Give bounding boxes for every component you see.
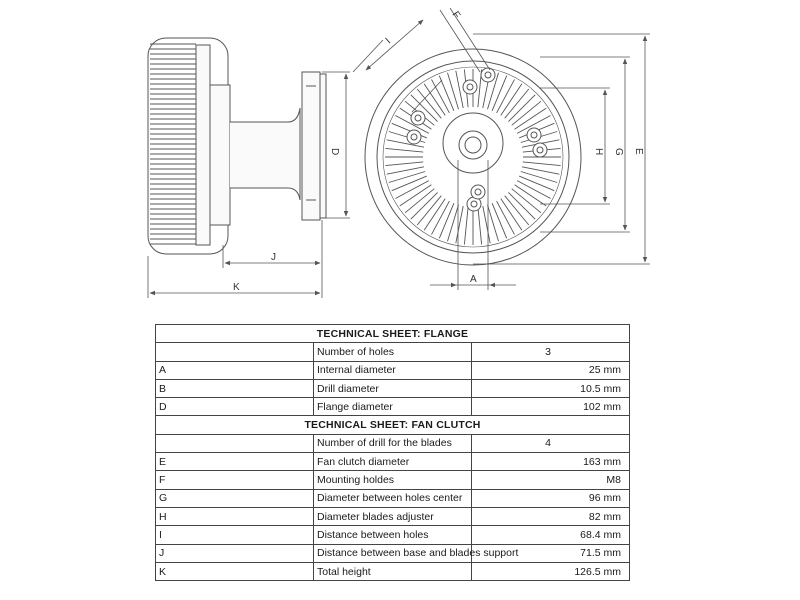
row-value: 68.4 mm	[472, 526, 630, 544]
side-inner-plate	[210, 85, 230, 225]
dim-label-j: J	[271, 252, 276, 263]
row-code: H	[156, 507, 314, 525]
table-row	[156, 434, 630, 452]
radial-fin	[508, 95, 535, 122]
row-value: 82 mm	[472, 507, 630, 525]
row-code: A	[156, 361, 314, 379]
radial-fin	[411, 192, 438, 219]
dim-label-e: E	[633, 148, 644, 155]
table-row	[156, 398, 630, 416]
bolt-hole	[527, 128, 541, 142]
bolt-hole	[533, 143, 547, 157]
row-value: 96 mm	[472, 489, 630, 507]
row-label: Distance between holes	[314, 526, 472, 544]
row-value: 3	[472, 343, 630, 361]
radial-fin	[392, 176, 427, 191]
row-code: E	[156, 453, 314, 471]
row-label: Mounting holdes	[314, 471, 472, 489]
row-label: Number of drill for the blades	[314, 434, 472, 452]
table-row	[156, 453, 630, 471]
radial-fin	[478, 207, 482, 245]
row-label: Diameter between holes center	[314, 489, 472, 507]
row-label: Diameter blades adjuster	[314, 507, 472, 525]
bolt-hole	[463, 80, 477, 94]
side-flange	[302, 72, 320, 220]
radial-fin	[523, 162, 561, 166]
table-row	[156, 361, 630, 379]
row-code: F	[156, 471, 314, 489]
row-code: K	[156, 562, 314, 580]
dim-label-d: D	[329, 148, 340, 156]
table-row	[156, 544, 630, 562]
radial-fin	[492, 203, 507, 238]
radial-fin	[439, 203, 454, 238]
side-hub-plate	[196, 45, 210, 245]
dim-label-f: F	[449, 9, 463, 21]
bolt-hole	[481, 68, 495, 82]
row-value: 102 mm	[472, 398, 630, 416]
flange-section-header	[156, 325, 630, 343]
bolt-hole	[411, 111, 425, 125]
technical-sheet-table	[155, 324, 630, 581]
section-title: TECHNICAL SHEET: FAN CLUTCH	[156, 416, 630, 434]
table-row	[156, 507, 630, 525]
table-row	[156, 471, 630, 489]
table-row	[156, 343, 630, 361]
dim-label-i: I	[383, 36, 394, 47]
row-label: Fan clutch diameter	[314, 453, 472, 471]
row-label: Drill diameter	[314, 379, 472, 397]
row-code: D	[156, 398, 314, 416]
row-code	[156, 434, 314, 452]
radial-fin	[385, 148, 423, 152]
row-value: 126.5 mm	[472, 562, 630, 580]
table-row	[156, 379, 630, 397]
row-value: 4	[472, 434, 630, 452]
row-value: 71.5 mm	[472, 544, 630, 562]
dim-label-g: G	[613, 148, 624, 156]
radial-fin	[519, 176, 554, 191]
bolt-hole	[407, 130, 421, 144]
side-shaft	[230, 108, 300, 200]
radial-fin	[385, 162, 423, 166]
row-label: Flange diameter	[314, 398, 472, 416]
side-flange-lip	[320, 74, 326, 218]
row-code: J	[156, 544, 314, 562]
row-label: Distance between base and blades support	[314, 544, 472, 562]
bolt-hole	[471, 185, 485, 199]
table-row	[156, 562, 630, 580]
front-view	[365, 49, 581, 265]
table-row	[156, 489, 630, 507]
row-label: Total height	[314, 562, 472, 580]
row-value: 25 mm	[472, 361, 630, 379]
section-title: TECHNICAL SHEET: FLANGE	[156, 325, 630, 343]
technical-sheet-body	[156, 325, 630, 581]
row-code: B	[156, 379, 314, 397]
row-label: Number of holes	[314, 343, 472, 361]
side-fins	[150, 44, 196, 244]
row-label: Internal diameter	[314, 361, 472, 379]
radial-fin	[464, 207, 468, 245]
dim-label-a: A	[470, 274, 477, 285]
table-row	[156, 526, 630, 544]
row-value: 163 mm	[472, 453, 630, 471]
dim-label-h: H	[593, 148, 604, 156]
row-code: I	[156, 526, 314, 544]
radial-fin	[492, 76, 507, 111]
row-value: M8	[472, 471, 630, 489]
row-code	[156, 343, 314, 361]
radial-fin	[508, 192, 535, 219]
center-bore	[459, 131, 487, 159]
dim-label-k: K	[233, 282, 240, 293]
fan_clutch-section-header	[156, 416, 630, 434]
side-view	[148, 38, 326, 254]
row-code: G	[156, 489, 314, 507]
row-value: 10.5 mm	[472, 379, 630, 397]
